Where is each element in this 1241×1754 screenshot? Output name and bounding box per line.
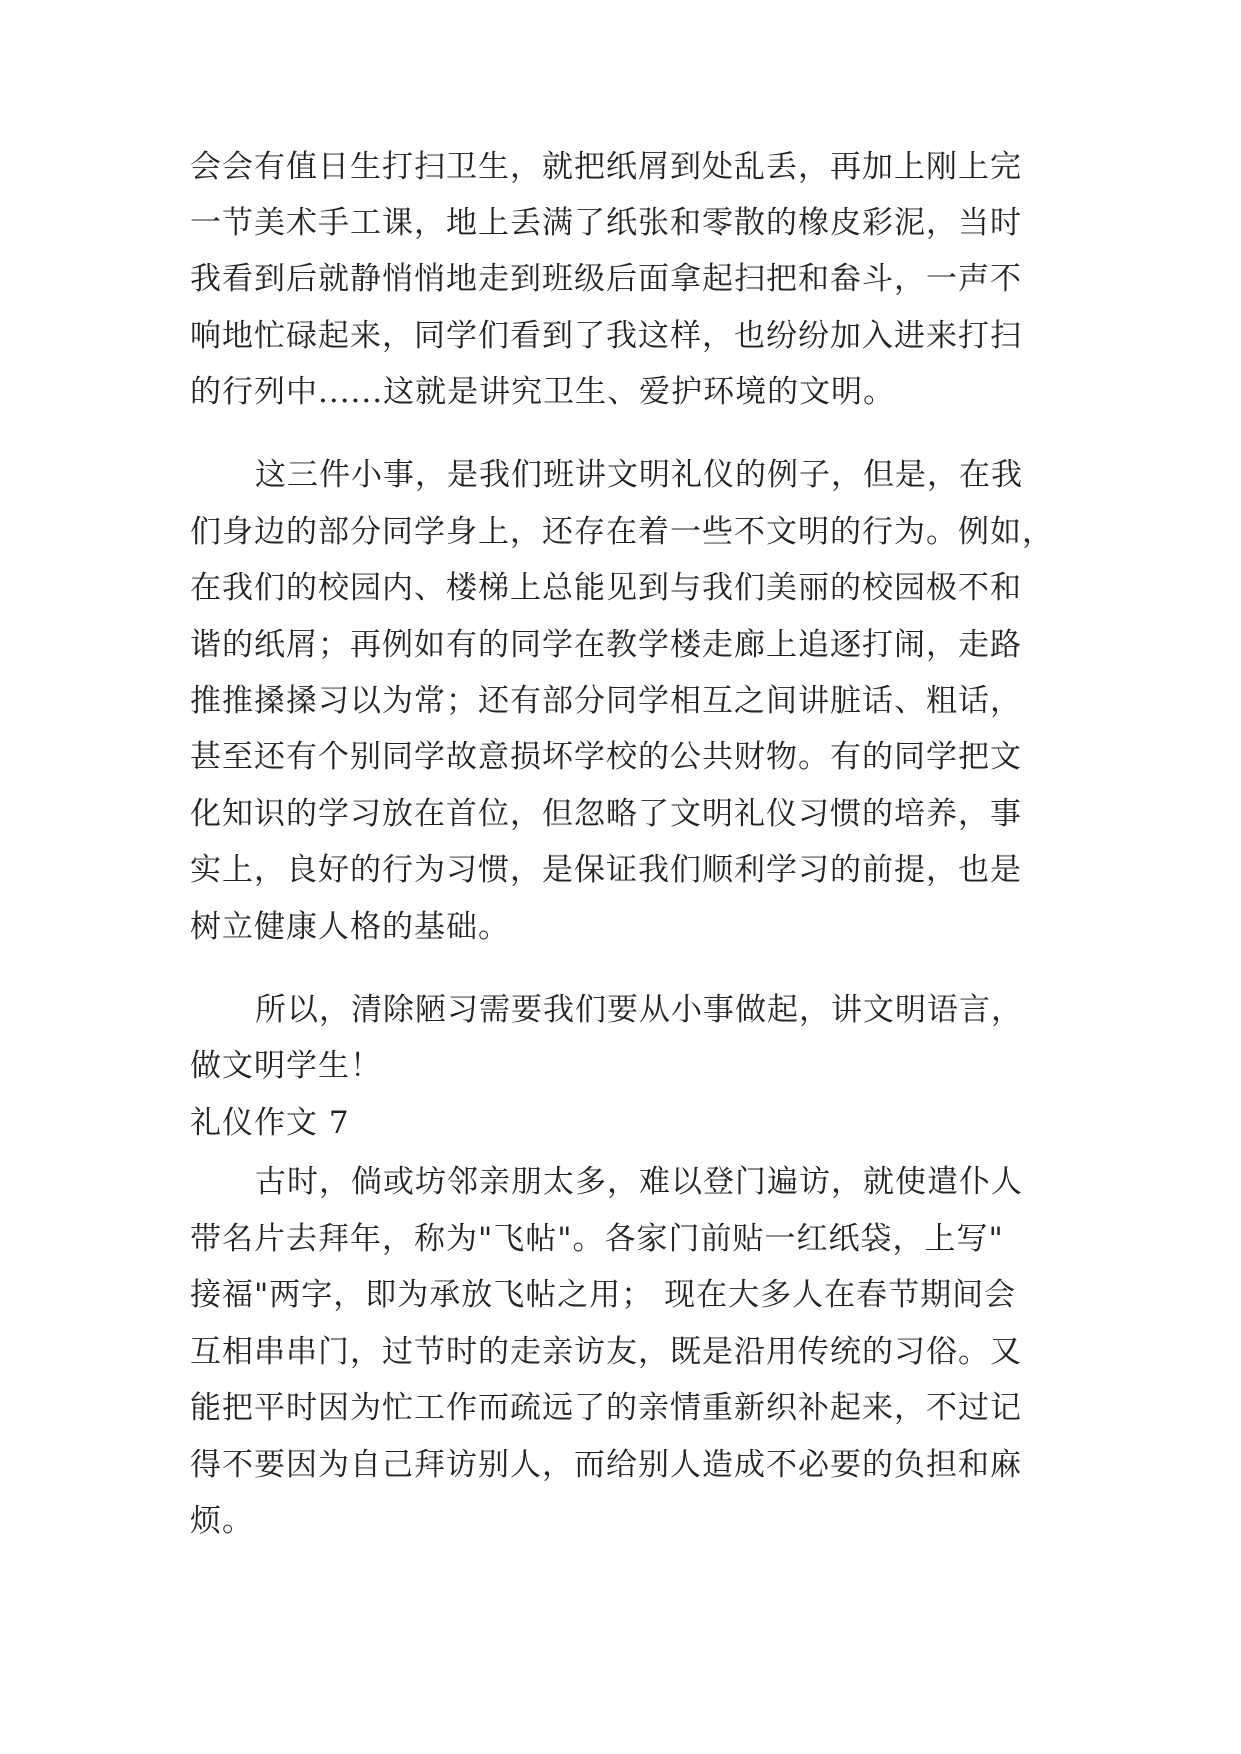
para2-line-6: 甚至还有个别同学故意损坏学校的公共财物。有的同学把文 — [190, 739, 1022, 775]
para2-line-7: 化知识的学习放在首位，但忽略了文明礼仪习惯的培养，事 — [190, 796, 1022, 832]
para1-line-2: 一节美术手工课，地上丢满了纸张和零散的橡皮彩泥，当时 — [190, 205, 1022, 241]
para4-line-3: 接福"两字，即为承放飞帖之用； 现在大多人在春节期间会 — [190, 1277, 1017, 1313]
para4-line-5: 能把平时因为忙工作而疏远了的亲情重新织补起来，不过记 — [190, 1390, 1022, 1426]
para2-line-9: 树立健康人格的基础。 — [190, 909, 510, 945]
para2-line-2: 们身边的部分同学身上，还存在着一些不文明的行为。例如， — [190, 514, 1054, 550]
para2-line-1: 这三件小事，是我们班讲文明礼仪的例子，但是，在我 — [255, 457, 1023, 493]
para2-line-8: 实上，良好的行为习惯，是保证我们顺利学习的前提，也是 — [190, 852, 1022, 888]
para1-line-1: 会会有值日生打扫卫生，就把纸屑到处乱丢，再加上刚上完 — [190, 149, 1022, 185]
para2-line-3: 在我们的校园内、楼梯上总能见到与我们美丽的校园极不和 — [190, 570, 1022, 606]
para4-line-2: 带名片去拜年，称为"飞帖"。各家门前贴一红纸袋，上写" — [190, 1221, 1004, 1257]
para4-line-6: 得不要因为自己拜访别人，而给别人造成不必要的负担和麻 — [190, 1447, 1022, 1483]
para4-line-7: 烦。 — [190, 1503, 254, 1539]
para2-line-5: 推推搡搡习以为常；还有部分同学相互之间讲脏话、粗话， — [190, 683, 1022, 719]
para3-line-1: 所以，清除陋习需要我们要从小事做起，讲文明语言， — [255, 992, 1023, 1028]
section-heading: 礼仪作文 7 — [190, 1105, 350, 1141]
para3-line-2: 做文明学生！ — [190, 1048, 382, 1084]
para4-line-4: 互相串串门，过节时的走亲访友，既是沿用传统的习俗。又 — [190, 1334, 1022, 1370]
para1-line-4: 响地忙碌起来，同学们看到了我这样，也纷纷加入进来打扫 — [190, 318, 1022, 354]
para4-line-1: 古时，倘或坊邻亲朋太多，难以登门遍访，就使遣仆人 — [255, 1164, 1023, 1200]
para2-line-4: 谐的纸屑；再例如有的同学在教学楼走廊上追逐打闹，走路 — [190, 627, 1022, 663]
para1-line-3: 我看到后就静悄悄地走到班级后面拿起扫把和畚斗，一声不 — [190, 261, 1022, 297]
para1-line-5: 的行列中......这就是讲究卫生、爱护环境的文明。 — [190, 374, 896, 410]
